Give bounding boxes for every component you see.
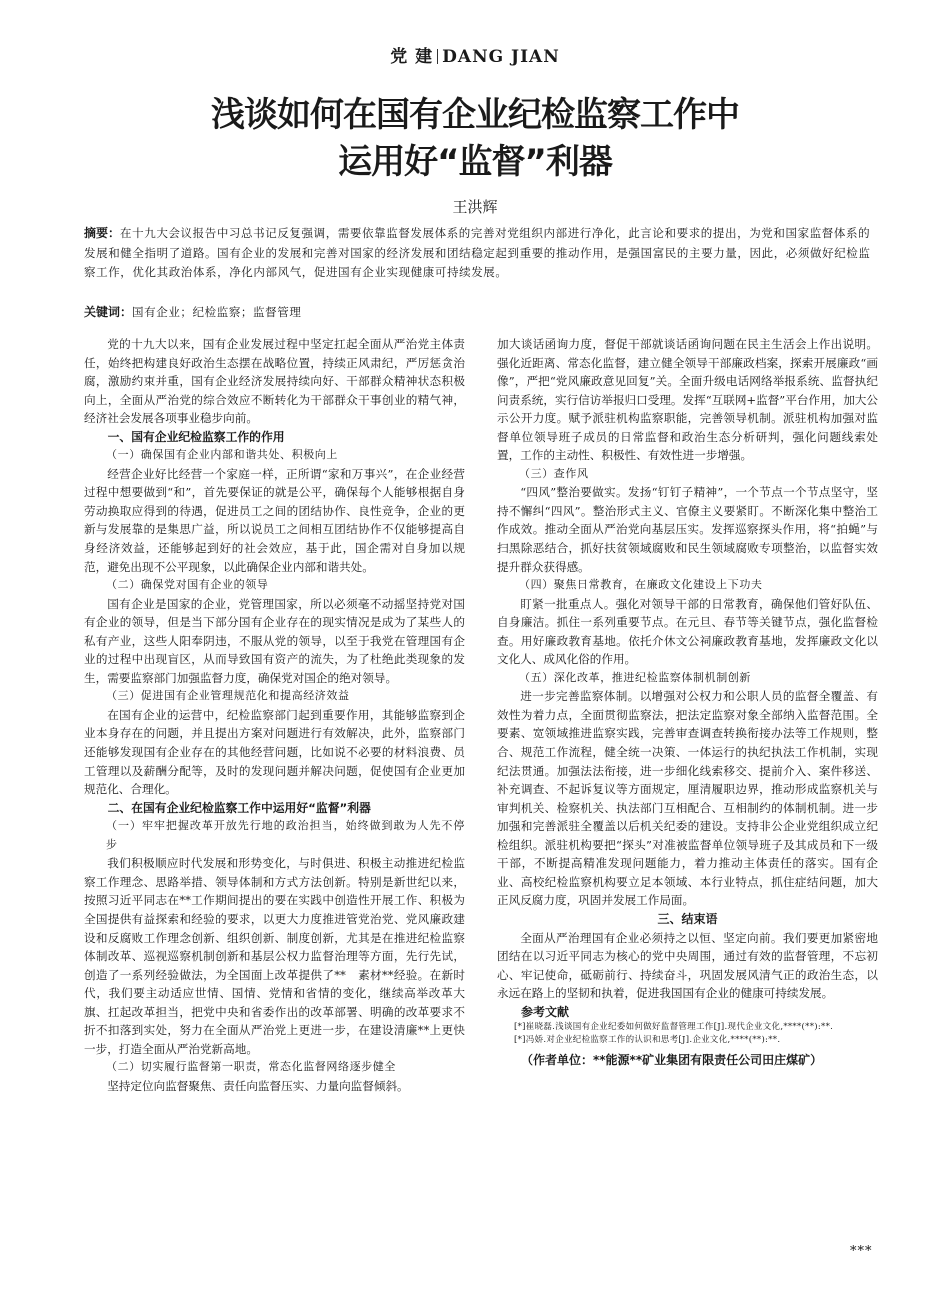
subsection-heading-1-2: （二）确保党对国有企业的领导 (106, 578, 269, 592)
subsection-heading-1-1: （一）确保国有企业内部和谐共处、积极向上 (106, 448, 338, 462)
section-heading-2: 二、在国有企业纪检监察工作中运用好“监督”利器 (107, 800, 371, 815)
author-name: 王洪辉 (452, 198, 498, 216)
subsection-heading-2-2: （二）切实履行监督第一职责，常态化监督网络逐步健全 (106, 1060, 396, 1074)
paragraph-2-1: 我们积极顺应时代发展和形势变化，与时俱进、积极主动推进纪检监察工作理念、思路举措、领导体制和方式方法创新。特别是新世纪以来，按照习近平同志在**工作期间提出的要在实践中创造性开展工作、积极为全国提供有益探索和经验的要求，以更大力度推进管党治党、党风廉政建设和反腐败工作理念创新、组织创新、制度创新，尤其是在推进纪检监察体制改革、巡视巡察机制创新和基层公权力监督治理等方面，先行先试，创造了一系列经验做法，为全国面上改革提供了** 素材**经验。在新时代，我们要主动适应世情、国情、党情和省情的变化，继续高举改革大旗、扛起改革担当，把党中央和省委作出的改革部署、明确的改革要求不折不扣落到实处，努力在全面从严治党上更进一步，在建设清廉**上更快一步，打造全面从严治党新高地。 (84, 856, 465, 1056)
reference-item: [*]冯娇.对企业纪检监察工作的认识和思考[J].企业文化,****(**):**. (514, 1035, 781, 1046)
keywords-text: 国有企业；纪检监察；监督管理 (132, 305, 302, 319)
references-heading: 参考文献 (521, 1004, 570, 1019)
reference-item: [*]崔晓磊.浅谈国有企业纪委如何做好监督管理工作[J].现代企业文化,****(**):**. (514, 1022, 834, 1033)
abstract (84, 224, 874, 283)
paragraph-2-2-start: 坚持定位向监督聚焦、责任向监督压实、力量向监督倾斜。 (107, 1078, 409, 1093)
subsection-heading-2-4: （四）聚焦日常教育，在廉政文化建设上下功夫 (519, 578, 763, 592)
keywords (84, 303, 874, 321)
section-name-en: DANG JIAN (442, 47, 560, 67)
paragraph-2-4: 盯紧一批重点人。强化对领导干部的日常教育，确保他们管好队伍、自身廉洁。抓住一系列重要节点。在元旦、春节等关键节点，强化监督检查。用好廉政教育基地。依托介休文公祠廉政教育基地，发挥廉政文化以文化人、成风化俗的作用。 (497, 596, 878, 667)
page-number: *** (850, 1244, 873, 1259)
paragraph-3: 全面从严治理国有企业必须持之以恒、坚定向前。我们要更加紧密地团结在以习近平同志为核心的党中央周围，通过有效的监督管理，不忘初心、牢记使命，砥砺前行、持续奋斗，巩固发展风清气正的政治生态，以永远在路上的坚韧和执着，促进我国国有企业的健康可持续发展。 (497, 930, 878, 1001)
subsection-heading-2-1: （一）牢牢把握改革开放先行地的政治担当，始终做到敢为人先不停步 (106, 819, 465, 851)
section-name-cn: 党 建 (390, 47, 434, 67)
paragraph-2-2-continued: 加大谈话函询力度，督促干部就谈话函询问题在民主生活会上作出说明。强化近距离、常态化监督，建立健全领导干部廉政档案，探索开展廉政“画像”，严把“党风廉政意见回复”关。全面升级电话网络举报系统、监督执纪问责系统，实行信访举报归口受理。发挥“互联网+监督”平台作用，加大公示公开力度。赋予派驻机构监察职能，完善领导机制。派驻机构加强对监督单位领导班子成员的日常监督和政治生态分析研判，强化问题线索处置，工作的主动性、积极性、有效性进一步增强。 (497, 337, 878, 463)
paragraph-2-5: 进一步完善监察体制。以增强对公权力和公职人员的监督全覆盖、有效性为着力点，全面贯彻监察法，把法定监察对象全部纳入监督范围。全要素、宽领域推进监察实践，完善审查调查转换衔接办法等工作规则，整合、规范工作流程，健全统一决策、一体运行的执纪执法工作机制，实现纪法贯通。加强法法衔接，进一步细化线索移交、提前介入、案件移送、补充调查、不起诉复议等方面规定，厘清履职边界，推动形成监察机关与审判机关、检察机关、执法部门互相配合、互相制约的体制机制。进一步加强和完善派驻全覆盖以后机关纪委的建设。支持非公企业党组织成立纪检组织。派驻机构要把“探头”对准被监督单位领导班子及其成员和下一级干部，不断提高精准发现问题能力，着力推动主体责任的落实。国有企业、高校纪检监察机构要立足本领域、本行业特点，抓住症结问题，加大正风反腐力度，巩固并发展工作局面。 (497, 689, 878, 908)
left-column (84, 335, 465, 1095)
section-header (0, 42, 950, 67)
right-column (497, 335, 878, 1069)
keywords-label: 关键词： (84, 305, 133, 319)
section-heading-1: 一、国有企业纪检监察工作的作用 (107, 429, 285, 444)
subsection-heading-1-3: （三）促进国有企业管理规范化和提高经济效益 (106, 689, 350, 703)
header-divider (437, 49, 438, 64)
article-title (0, 92, 950, 186)
abstract-text: 在十九大会议报告中习总书记反复强调，需要依靠监督发展体系的完善对党组织内部进行净化，此言论和要求的提出，为党和国家监督体系的发展和健全指明了道路。国有企业的发展和完善对国家的经济发展和团结稳定起到重要的推动作用，是强国富民的主要力量，因此，必须做好纪检监察工作，优化其政治体系，净化内部风气，促进国有企业实现健康可持续发展。 (84, 226, 871, 280)
paragraph-2-3: “四风”整治要做实。发扬“钉钉子精神”，一个节点一个节点坚守，坚持不懈纠“四风”。整治形式主义、官僚主义要紧盯。不断深化集中整治工作成效。推动全面从严治党向基层压实。发挥巡察探头作用，将“拍蝇”与扫黑除恶结合，抓好扶贫领域腐败和民生领域腐败专项整治，以监督实效提升群众获得感。 (497, 485, 878, 574)
section-heading-3: 三、结束语 (657, 911, 718, 926)
title-line-2: 运用好“监督”利器 (338, 142, 612, 182)
paragraph-1-3: 在国有企业的运营中，纪检监察部门起到重要作用，其能够监察到企业本身存在的问题，并且提出方案对问题进行有效解决，此外，监察部门还能够发现国有企业存在的其他经营问题，比如说不必要的材料浪费、员工管理以及薪酬分配等，及时的发现问题并解决问题，促使国有企业更加规范化、合理化。 (84, 707, 465, 797)
paragraph-1-1: 经营企业好比经营一个家庭一样，正所谓“家和万事兴”，在企业经营过程中想要做到“和”，首先要保证的就是公平，确保每个人能够根据自身劳动换取应得到的待遇，促进员工之间的团结协作、良性竞争，企业的更新与发展靠的是集思广益，所以说员工之间相互团结协作不仅能够提高自身经济效益，还能够起到好的社会效应，基于此，国企需对自身加以规范，避免出现不公平现象，以此确保企业内部和谐共处。 (84, 466, 465, 574)
title-line-1: 浅谈如何在国有企业纪检监察工作中 (211, 95, 739, 135)
paragraph-1-2: 国有企业是国家的企业，党管理国家，所以必须毫不动摇坚持党对国有企业的领导，但是当下部分国有企业存在的现实情况是成为了某些人的私有产业，这些人阳奉阴违，不服从党的领导，以至于我党在管理国有企业的过程中出现盲区，从而导致国有资产的流失，为了杜绝此类现象的发生，需要监察部门加强监督力度，确保党对国企的绝对领导。 (84, 596, 465, 685)
author-affiliation: （作者单位：**能源**矿业集团有限责任公司田庄煤矿） (521, 1053, 823, 1068)
intro-paragraph: 党的十九大以来，国有企业发展过程中坚定扛起全面从严治党主体责任，始终把构建良好政治生态摆在战略位置，持续正风肃纪，严厉惩贪治腐，激励约束并重，国有企业经济发展持续向好、干部群众精神状态积极向上，全面从严治党的综合效应不断转化为干部群众干事创业的精气神，经济社会发展各项事业稳步向前。 (84, 337, 465, 426)
abstract-label: 摘要： (84, 226, 121, 240)
subsection-heading-2-5: （五）深化改革，推进纪检监察体制机制创新 (519, 670, 751, 684)
subsection-heading-2-3: （三）查作风 (519, 466, 589, 480)
